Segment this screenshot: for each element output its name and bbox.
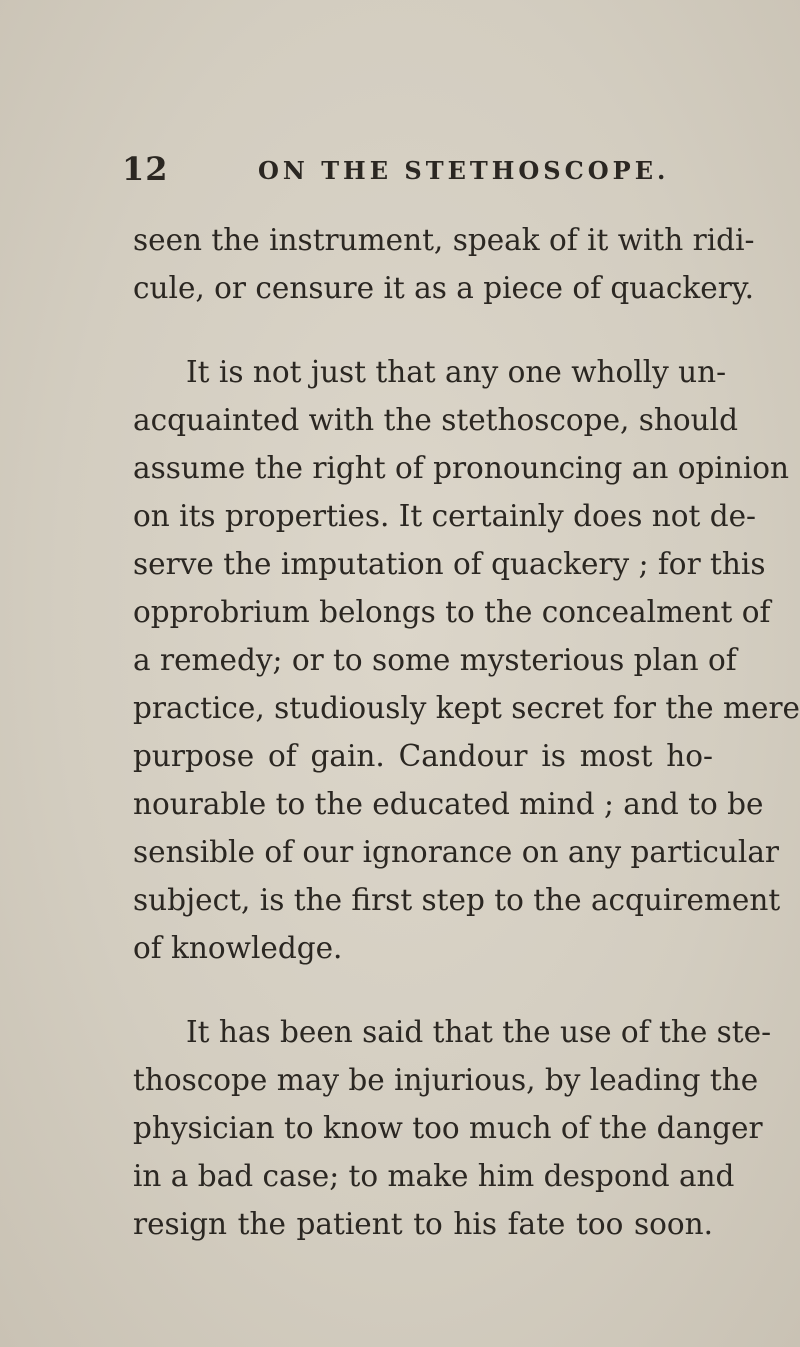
text-line: seen the instrument, speak of it with ridi- xyxy=(133,223,755,257)
text-line: resign the patient to his fate too soon. xyxy=(133,1207,713,1241)
text-line: physician to know too much of the danger xyxy=(133,1111,763,1145)
text-line: on its properties. It certainly does not de- xyxy=(133,499,757,533)
text-line: of knowledge. xyxy=(133,931,343,965)
text-line: cule, or censure it as a piece of quackery. xyxy=(133,271,754,305)
text-line: a remedy; or to some mysterious plan of xyxy=(133,643,737,677)
text-line: subject, is the first step to the acquirement xyxy=(133,883,781,917)
running-head xyxy=(122,150,682,190)
text-line: assume the right of pronouncing an opinion xyxy=(133,451,790,485)
text-line: opprobrium belongs to the concealment of xyxy=(133,595,771,629)
text-line: serve the imputation of quackery ; for this xyxy=(133,547,766,581)
text-line: sensible of our ignorance on any particular xyxy=(133,835,780,869)
running-title: ON THE STETHOSCOPE. xyxy=(258,156,670,185)
text-line: purpose of gain. Candour is most ho- xyxy=(133,739,713,773)
text-line: It is not just that any one wholly un- xyxy=(186,355,727,389)
text-line: It has been said that the use of the ste- xyxy=(186,1015,772,1049)
text-line: nourable to the educated mind ; and to be xyxy=(133,787,764,821)
page-number: 12 xyxy=(122,150,169,188)
text-line: practice, studiously kept secret for the mere xyxy=(133,691,800,725)
text-line: thoscope may be injurious, by leading the xyxy=(133,1063,759,1097)
text-line: in a bad case; to make him despond and xyxy=(133,1159,735,1193)
text-line: acquainted with the stethoscope, should xyxy=(133,403,738,437)
